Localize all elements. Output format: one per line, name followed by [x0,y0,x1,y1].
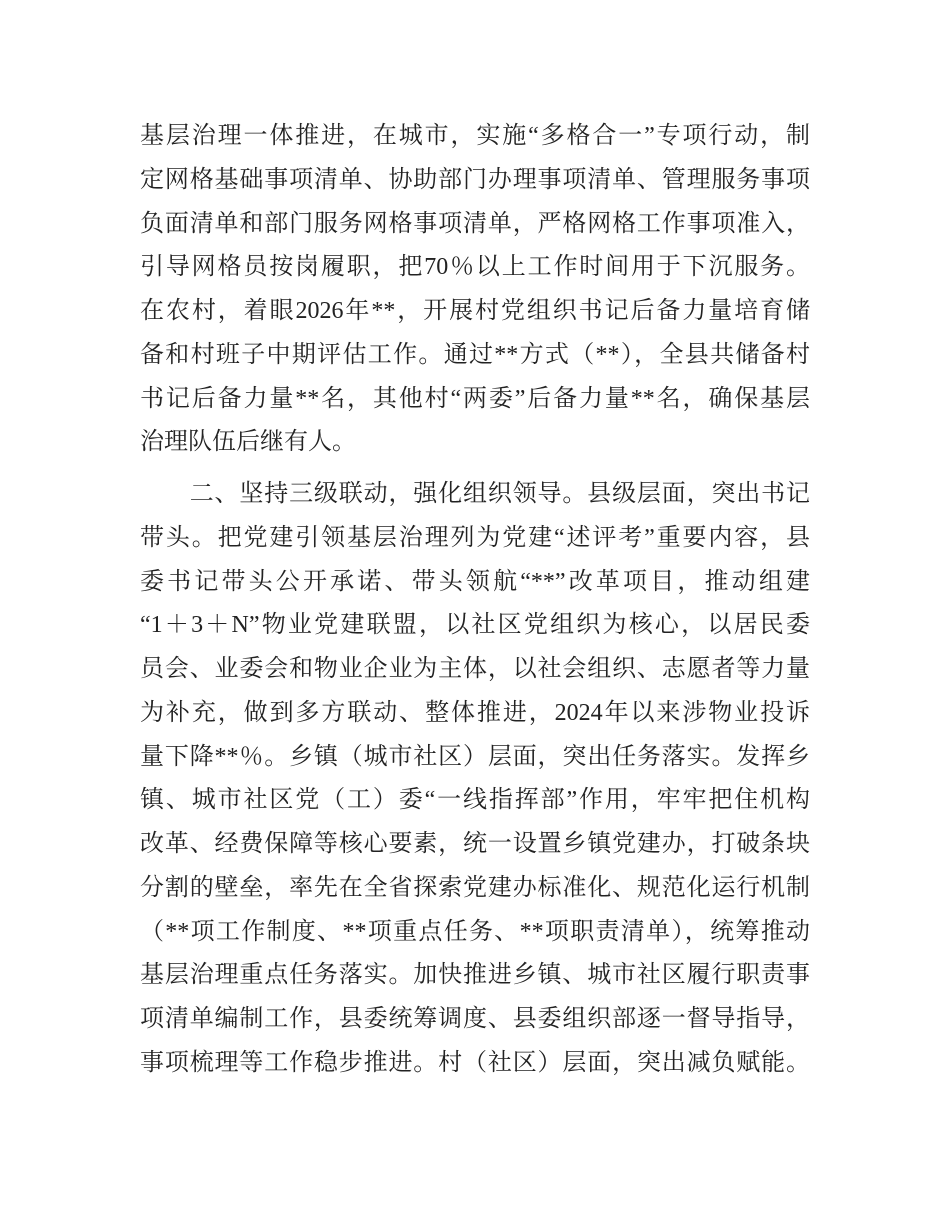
text-line: 为补充，做到多方联动、整体推进，2024年以来涉物业投诉 [140,699,810,726]
paragraph-1 [140,115,810,465]
text-line: 书记后备力量**名，其他村“两委”后备力量**名，确保基层 [140,385,810,412]
text-line: 负面清单和部门服务网格事项清单，严格网格工作事项准入， [140,210,810,237]
text-line: 引导网格员按岗履职，把70％以上工作时间用于下沉服务。 [140,254,810,281]
text-line: 治理队伍后继有人。 [140,429,356,456]
document-body [140,115,810,1086]
text-line: 二、坚持三级联动，强化组织领导。县级层面，突出书记 [140,481,810,507]
text-line: 分割的壁垒，率先在全省探索党建办标准化、规范化运行机制 [140,874,810,901]
text-line: 项清单编制工作，县委统筹调度、县委组织部逐一督导指导， [140,1006,810,1032]
text-line: 带头。把党建引领基层治理列为党建“述评考”重要内容，县 [140,524,810,551]
text-line: 定网格基础事项清单、协助部门办理事项清单、管理服务事项 [140,166,810,193]
text-line: 备和村班子中期评估工作。通过**方式（**），全县共储备村 [140,341,810,368]
text-line: （**项工作制度、**项重点任务、**项职责清单），统筹推动 [140,918,810,945]
paragraph-2 [140,473,810,1086]
text-line: 员会、业委会和物业企业为主体，以社会组织、志愿者等力量 [140,656,810,682]
text-line: “1＋3＋N”物业党建联盟，以社区党组织为核心，以居民委 [140,612,810,639]
text-line: 基层治理一体推进，在城市，实施“多格合一”专项行动，制 [140,123,810,149]
text-line: 在农村，着眼2026年**，开展村党组织书记后备力量培育储 [140,298,810,324]
text-line: 改革、经费保障等核心要素，统一设置乡镇党建办，打破条块 [140,831,810,857]
text-line: 委书记带头公开承诺、带头领航“**”改革项目，推动组建 [140,568,810,595]
text-line: 量下降**％。乡镇（城市社区）层面，突出任务落实。发挥乡 [140,743,810,770]
text-line: 镇、城市社区党（工）委“一线指挥部”作用，牢牢把住机构 [140,787,810,814]
text-line: 基层治理重点任务落实。加快推进乡镇、城市社区履行职责事 [140,962,810,989]
text-line: 事项梳理等工作稳步推进。村（社区）层面，突出减负赋能。 [140,1049,810,1076]
